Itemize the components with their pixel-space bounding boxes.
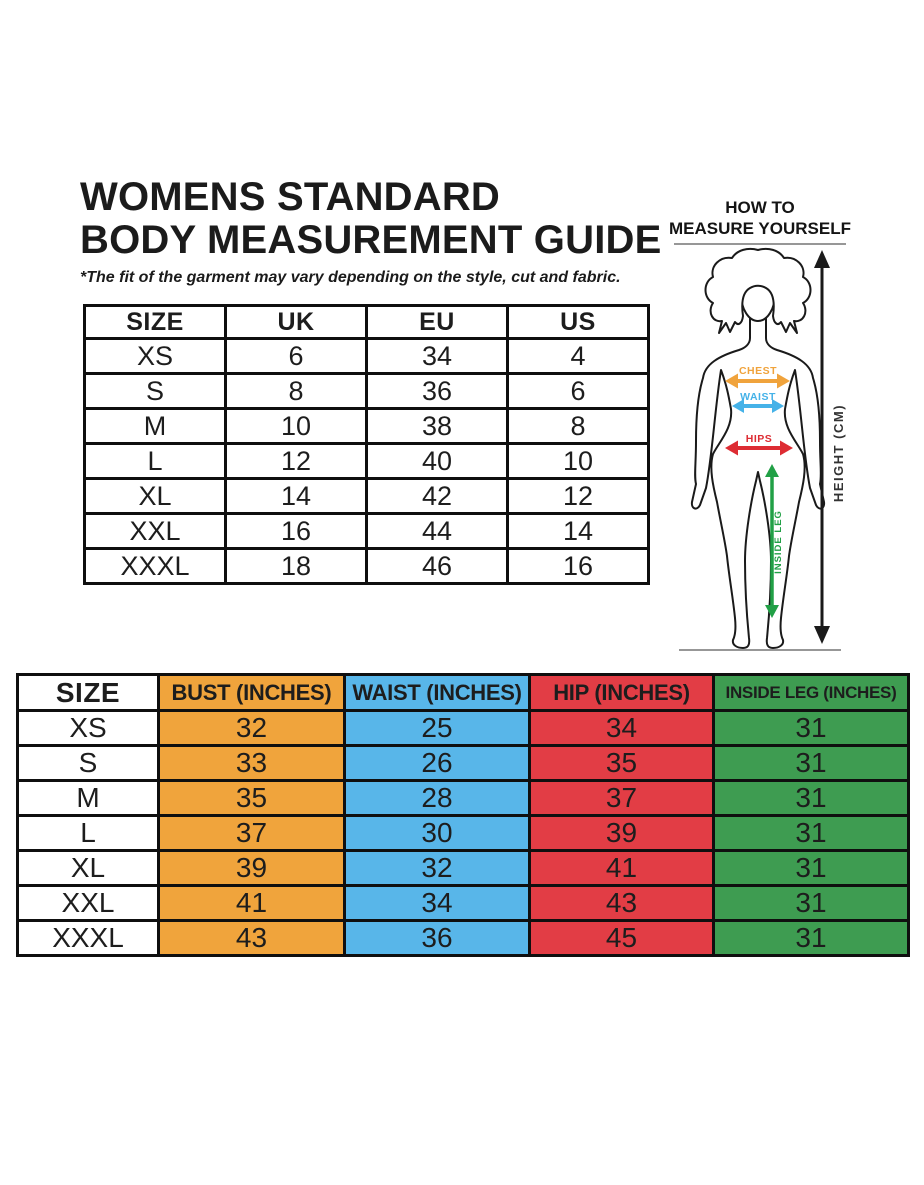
size-cell: XS — [18, 711, 159, 746]
waist-cell: 26 — [345, 746, 530, 781]
chest-label: CHEST — [738, 365, 778, 377]
table-row — [18, 816, 909, 851]
measure-diagram-panel — [655, 197, 865, 661]
size-cell: XS — [85, 339, 226, 374]
size-cell: XXL — [18, 886, 159, 921]
value-cell: 18 — [226, 549, 367, 584]
value-cell: 36 — [367, 374, 508, 409]
waist-cell: 30 — [345, 816, 530, 851]
table-row — [85, 339, 649, 374]
table-row — [85, 479, 649, 514]
value-cell: 8 — [226, 374, 367, 409]
bust-cell: 41 — [159, 886, 345, 921]
hip-cell: 41 — [530, 851, 714, 886]
size-cell: XXL — [85, 514, 226, 549]
hip-cell: 37 — [530, 781, 714, 816]
table-header-row — [18, 675, 909, 711]
header-hip: HIP (INCHES) — [530, 675, 714, 711]
waist-cell: 25 — [345, 711, 530, 746]
value-cell: 6 — [508, 374, 649, 409]
header-eu: EU — [367, 306, 508, 339]
size-cell: L — [85, 444, 226, 479]
size-cell: XXXL — [18, 921, 159, 956]
header-us: US — [508, 306, 649, 339]
value-cell: 46 — [367, 549, 508, 584]
size-conversion-table — [83, 304, 650, 585]
table-row — [85, 409, 649, 444]
inside-leg-cell: 31 — [714, 921, 909, 956]
measure-diagram-heading — [655, 197, 865, 239]
hip-cell: 45 — [530, 921, 714, 956]
page-title-line-1: WOMENS STANDARD — [80, 175, 501, 219]
bust-cell: 32 — [159, 711, 345, 746]
value-cell: 8 — [508, 409, 649, 444]
inside-leg-cell: 31 — [714, 746, 909, 781]
inside-leg-cell: 31 — [714, 851, 909, 886]
table-row — [85, 374, 649, 409]
size-cell: M — [85, 409, 226, 444]
value-cell: 6 — [226, 339, 367, 374]
value-cell: 16 — [508, 549, 649, 584]
waist-cell: 36 — [345, 921, 530, 956]
hip-cell: 35 — [530, 746, 714, 781]
page-title-line-2: BODY MEASUREMENT GUIDE — [80, 218, 662, 262]
value-cell: 16 — [226, 514, 367, 549]
disclaimer-text: *The fit of the garment may vary depending on the style, cut and fabric. — [80, 269, 621, 286]
value-cell: 12 — [226, 444, 367, 479]
size-cell: XXXL — [85, 549, 226, 584]
value-cell: 14 — [508, 514, 649, 549]
heading-line-2: MEASURE YOURSELF — [669, 219, 851, 238]
value-cell: 10 — [508, 444, 649, 479]
value-cell: 4 — [508, 339, 649, 374]
header-bust: BUST (INCHES) — [159, 675, 345, 711]
size-cell: XL — [85, 479, 226, 514]
hip-cell: 43 — [530, 886, 714, 921]
hips-label: HIPS — [745, 433, 773, 445]
header-waist: WAIST (INCHES) — [345, 675, 530, 711]
table-row — [18, 921, 909, 956]
size-cell: L — [18, 816, 159, 851]
page-title — [80, 176, 662, 262]
hip-cell: 34 — [530, 711, 714, 746]
measurements-table — [16, 673, 910, 957]
waist-cell: 28 — [345, 781, 530, 816]
waist-cell: 32 — [345, 851, 530, 886]
table-row — [18, 851, 909, 886]
inside-leg-cell: 31 — [714, 886, 909, 921]
waist-label: WAIST — [740, 391, 776, 403]
table-header-row — [85, 306, 649, 339]
inside-leg-cell: 31 — [714, 711, 909, 746]
value-cell: 40 — [367, 444, 508, 479]
value-cell: 10 — [226, 409, 367, 444]
value-cell: 44 — [367, 514, 508, 549]
table-row — [18, 711, 909, 746]
inside-leg-cell: 31 — [714, 781, 909, 816]
header-size: SIZE — [85, 306, 226, 339]
bust-cell: 33 — [159, 746, 345, 781]
value-cell: 14 — [226, 479, 367, 514]
inside-leg-cell: 31 — [714, 816, 909, 851]
bust-cell: 35 — [159, 781, 345, 816]
header-inside-leg: INSIDE LEG (INCHES) — [714, 675, 909, 711]
bust-cell: 37 — [159, 816, 345, 851]
hip-cell: 39 — [530, 816, 714, 851]
value-cell: 42 — [367, 479, 508, 514]
waist-cell: 34 — [345, 886, 530, 921]
heading-line-1: HOW TO — [725, 198, 795, 217]
size-cell: XL — [18, 851, 159, 886]
size-cell: S — [18, 746, 159, 781]
value-cell: 12 — [508, 479, 649, 514]
table-row — [85, 444, 649, 479]
header-size: SIZE — [18, 675, 159, 711]
height-label: HEIGHT (CM) — [831, 403, 846, 503]
value-cell: 38 — [367, 409, 508, 444]
table-row — [18, 886, 909, 921]
value-cell: 34 — [367, 339, 508, 374]
bust-cell: 43 — [159, 921, 345, 956]
body-figure-svg — [655, 246, 865, 661]
table-row — [85, 549, 649, 584]
inside-leg-label: INSIDE LEG — [773, 510, 784, 574]
bust-cell: 39 — [159, 851, 345, 886]
table-row — [18, 746, 909, 781]
table-row — [18, 781, 909, 816]
size-cell: M — [18, 781, 159, 816]
heading-underline — [674, 243, 846, 245]
size-cell: S — [85, 374, 226, 409]
table-row — [85, 514, 649, 549]
header-uk: UK — [226, 306, 367, 339]
